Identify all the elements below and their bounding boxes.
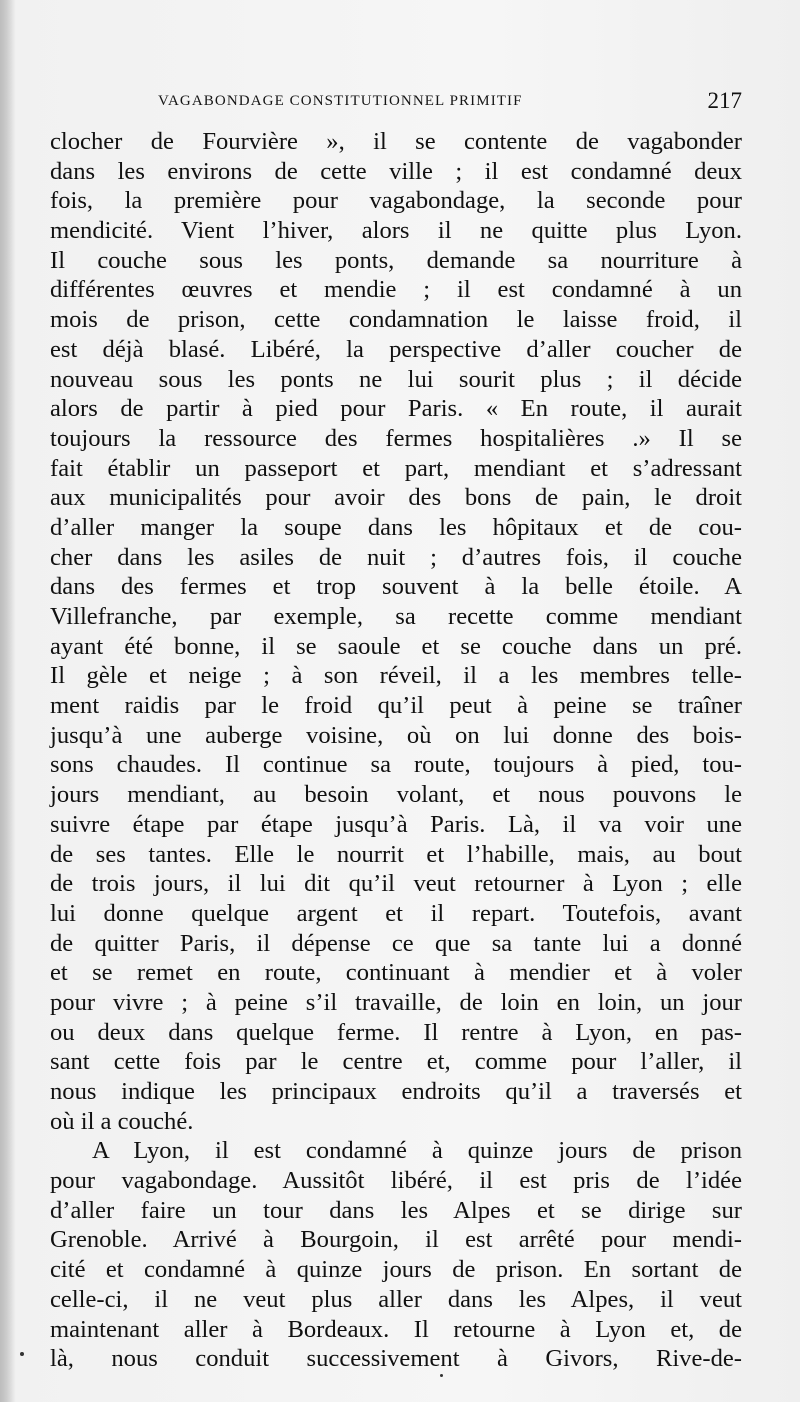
text-line: différentes œuvres et mendie ; il est condamné à un [50,276,742,304]
text-line: est déjà blasé. Libéré, la perspective d’aller coucher de [50,335,742,363]
text-line: cher dans les asiles de nuit ; d’autres fois, il couche [50,543,742,571]
text-line: aux municipalités pour avoir des bons de pain, le droit [50,484,742,512]
text-line: mois de prison, cette condamnation le laisse froid, il [50,306,742,334]
scan-speck [440,1374,443,1377]
text-line: suivre étape par étape jusqu’à Paris. Là, il va voir une [50,810,742,838]
text-line: là, nous conduit successivement à Givors, Rive-de- [50,1345,742,1373]
paragraph-end-line: où il a couché. [50,1107,194,1135]
text-line: clocher de Fourvière », il se contente de vagabonder [50,128,742,155]
body-text [50,127,742,1374]
text-line: ou deux dans quelque ferme. Il rentre à Lyon, en pas- [50,1018,742,1046]
text-line: Il couche sous les ponts, demande sa nourriture à [50,246,742,274]
text-line: d’aller manger la soupe dans les hôpitaux et de cou- [50,513,742,541]
text-line: alors de partir à pied pour Paris. « En route, il aurait [50,395,742,423]
page-number: 217 [707,88,742,113]
text-line: de trois jours, il lui dit qu’il veut retourner à Lyon ; elle [50,870,742,898]
text-line: ment raidis par le froid qu’il peut à peine se traîner [50,692,742,720]
text-line: de ses tantes. Elle le nourrit et l’habille, mais, au bout [50,840,742,868]
paragraph-start-line: A Lyon, il est condamné à quinze jours de prison [92,1137,742,1165]
text-line: sons chaudes. Il continue sa route, toujours à pied, tou- [50,751,742,779]
text-line: et se remet en route, continuant à mendier et à voler [50,959,742,987]
text-line: pour vivre ; à peine s’il travaille, de loin en loin, un jour [50,988,742,1016]
scan-speck [20,1352,24,1356]
text-line: mendicité. Vient l’hiver, alors il ne quitte plus Lyon. [50,217,742,245]
text-line: jours mendiant, au besoin volant, et nous pouvons le [50,781,742,809]
text-line: dans des fermes et trop souvent à la belle étoile. A [50,573,742,601]
text-line: de quitter Paris, il dépense ce que sa tante lui a donné [50,929,742,957]
text-line: nouveau sous les ponts ne lui sourit plus ; il décide [50,365,742,393]
text-line: fait établir un passeport et part, mendiant et s’adressant [50,454,742,482]
text-line: Villefranche, par exemple, sa recette comme mendiant [50,603,742,630]
text-line: sant cette fois par le centre et, comme pour l’aller, il [50,1048,742,1076]
text-line: Il gèle et neige ; à son réveil, il a les membres telle- [50,662,742,690]
text-line: toujours la ressource des fermes hospitalières .» Il se [50,424,742,452]
text-line: nous indique les principaux endroits qu’il a traversés et [50,1078,742,1105]
running-title: VAGABONDAGE CONSTITUTIONNEL PRIMITIF [158,93,523,109]
text-line: ayant été bonne, il se saoule et se couche dans un pré. [50,632,742,660]
text-line: lui donne quelque argent et il repart. Toutefois, avant [50,899,742,927]
page-gutter-shadow [0,0,16,1402]
text-line: dans les environs de cette ville ; il est condamné deux [50,157,742,185]
page-header [50,88,742,118]
text-line: celle-ci, il ne veut plus aller dans les Alpes, il veut [50,1285,742,1313]
text-line: jusqu’à une auberge voisine, où on lui donne des bois- [50,721,742,749]
text-line: maintenant aller à Bordeaux. Il retourne à Lyon et, de [50,1315,742,1343]
text-line: Grenoble. Arrivé à Bourgoin, il est arrêté pour mendi- [50,1226,742,1254]
text-line: fois, la première pour vagabondage, la seconde pour [50,187,742,215]
text-line: cité et condamné à quinze jours de prison. En sortant de [50,1256,742,1284]
text-line: d’aller faire un tour dans les Alpes et se dirige sur [50,1196,742,1224]
text-line: pour vagabondage. Aussitôt libéré, il est pris de l’idée [50,1167,742,1195]
